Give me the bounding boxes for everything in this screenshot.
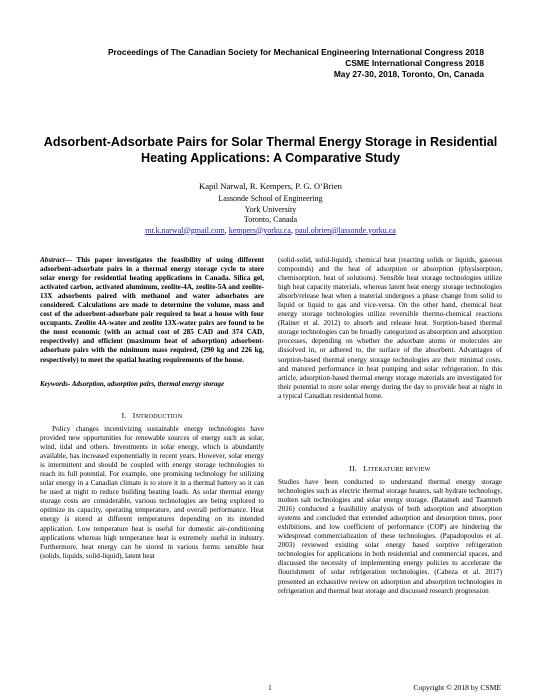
continued-paragraph: (solid-solid, solid-liquid), chemical heat (reacting solids or liquids, gaseous compounds) and the heat of adsorption or absorption (physisorption, chemisorption, heat of solutions). Sensible heat storage technologies utilize high heat capacity materials, whereas latent heat energy storage technologies absorb/release heat when a material undergoes a phase change from solid to liquid or liquid to gas and vice-versa. On the other hand, chemical heat energy storage technologies utilize reversible thermo-chemical reactions (Rainer et al. 2012) to absorb and release heat. Sorption-based thermal storage technologies can be broadly categorized as absorption and adsorption processes, depending on whether the adsorbate atoms or molecules are dissolved in, or adhered to, the surface of the absorbent. Advantages of sorption-based thermal energy storage technologies are their minimal costs, and matured performance in heat pumping and solar refrigeration. In this article, adsorption-based thermal energy storage materials are investigated for their potential to store solar energy during the day to provide heat at night in a typical Canadian residential home. bbox=[278, 256, 502, 400]
abstract bbox=[40, 256, 264, 365]
proceedings-line: May 27-30, 2018, Toronto, On, Canada bbox=[333, 69, 484, 79]
section-title-rest: ITERATURE REVIEW bbox=[368, 466, 431, 473]
section-number: II. bbox=[349, 464, 357, 473]
email-link-narwal[interactable]: mr.k.narwal@gmail.com bbox=[145, 225, 225, 235]
section-title-rest: NTRODUCTION bbox=[135, 413, 183, 420]
paper-title bbox=[30, 134, 511, 166]
section-number: I. bbox=[121, 411, 127, 420]
author-emails bbox=[30, 226, 511, 237]
proceedings-header bbox=[108, 47, 484, 80]
page-number: 1 bbox=[268, 683, 272, 692]
affiliation bbox=[30, 194, 511, 236]
literature-review-body bbox=[278, 478, 502, 596]
section-title-initial: I bbox=[132, 411, 136, 420]
copyright-notice: Copyright © 2018 by CSME bbox=[413, 683, 501, 692]
keywords: Keywords- Adsorption, adsorption pairs, thermal energy storage bbox=[40, 380, 225, 388]
introduction-body bbox=[40, 425, 264, 561]
abstract-text: This paper investigates the feasibility of using different adsorbent-adsorbate pairs in a thermal energy storage cycle to store solar energy for residential heating applications in Canada. Silica gel, activated carbon, activated aluminum, zeolite-4A, zeolite-5A and zeolite-13X adsorbents paired with methanol and water adsorbates are considered. Calculations are made to determine the volume, mass and cost of the adsorbent-adsorbate pair required to heat a house with four occupants. Zeolite 4A-water and zeolite 13X-water pairs are found to be the most economic (with an actual cost of 285 CAD and 374 CAD, respectively) and efficient (maximum heat of adsorption) adsorbent-adsorbate pairs with the minimum mass required, (290 kg and 226 kg, respectively) to meet the spatial heating requirements of the house. bbox=[40, 256, 264, 364]
affiliation-university: York University bbox=[244, 204, 297, 214]
literature-review-paragraph: Studies have been conducted to understand thermal energy storage technologies such as electric thermal storage heaters, salt hydrate technology, molten salt technologies and solar energy storage. (Bataineh and Taamneh 2016) conducted a feasibility analysis of both adsorption and absorption systems and concluded that extended adsorption and desorption times, poor exhibitions, and low coefficient of performance (COP) are hindering the widespread commercialization of these technologies. (Papadopoulos et al. 2003) reviewed existing solar energy based sorptive refrigeration technologies for applications in both residential and commercial spaces, and discussed the necessity of implementing energy policies to accelerate the flourishment of solar refrigeration technologies. (Cabeza et al. 2017) presented an exhaustive review on adsorption and absorption technologies in refrigeration and thermal heat storage and discussed research progression bbox=[278, 478, 502, 595]
proceedings-line: Proceedings of The Canadian Society for Mechanical Engineering International Congress 2018 bbox=[107, 47, 484, 57]
author-list: Kapil Narwal, R. Kempers, P. G. O’Brien bbox=[199, 181, 342, 191]
email-separator: , bbox=[224, 225, 229, 235]
title-line: Heating Applications: A Comparative Study bbox=[141, 151, 400, 165]
section-title-initial: L bbox=[363, 464, 369, 473]
affiliation-school: Lassonde School of Engineering bbox=[218, 194, 323, 203]
section-heading-literature-review bbox=[278, 464, 502, 473]
email-link-obrien[interactable]: paul.obrien@lassonde.yorku.ca bbox=[294, 225, 396, 235]
right-column-body bbox=[278, 256, 502, 401]
section-heading-introduction bbox=[40, 411, 264, 420]
proceedings-line: CSME International Congress 2018 bbox=[345, 58, 484, 68]
email-separator: , bbox=[290, 225, 295, 235]
affiliation-city: Toronto, Canada bbox=[243, 215, 298, 224]
email-link-kempers[interactable]: kempers@yorku.ca bbox=[228, 225, 291, 235]
title-line: Adsorbent-Adsorbate Pairs for Solar Thermal Energy Storage in Residential bbox=[43, 135, 498, 149]
introduction-paragraph: Policy changes incentivizing sustainable energy technologies have provided new opportunities for renewable sources of energy such as solar, wind, tidal and others. Investments in solar energy, which is abundantly available, has increased exponentially in recent years. However, solar energy is intermittent and should be coupled with energy storage technologies to reach its full potential. For example, one promising technology for utilizing solar energy in a Canadian climate is to store it in a thermal battery so it can be used at night to reduce building heating loads. As solar thermal energy storage costs are considerable, various technologies are being explored to optimize its capacity, operating temperature, and overall performance. Heat energy is stored at different temperatures depending on its intended application. Low temperature heat is useful for domestic air-conditioning applications whereas high temperature heat is extremely useful in industry. Furthermore, heat energy can be stored in various forms: sensible heat (solids, liquids, solid-liquid), latent heat bbox=[40, 425, 264, 560]
abstract-label: Abstract— bbox=[40, 256, 72, 264]
